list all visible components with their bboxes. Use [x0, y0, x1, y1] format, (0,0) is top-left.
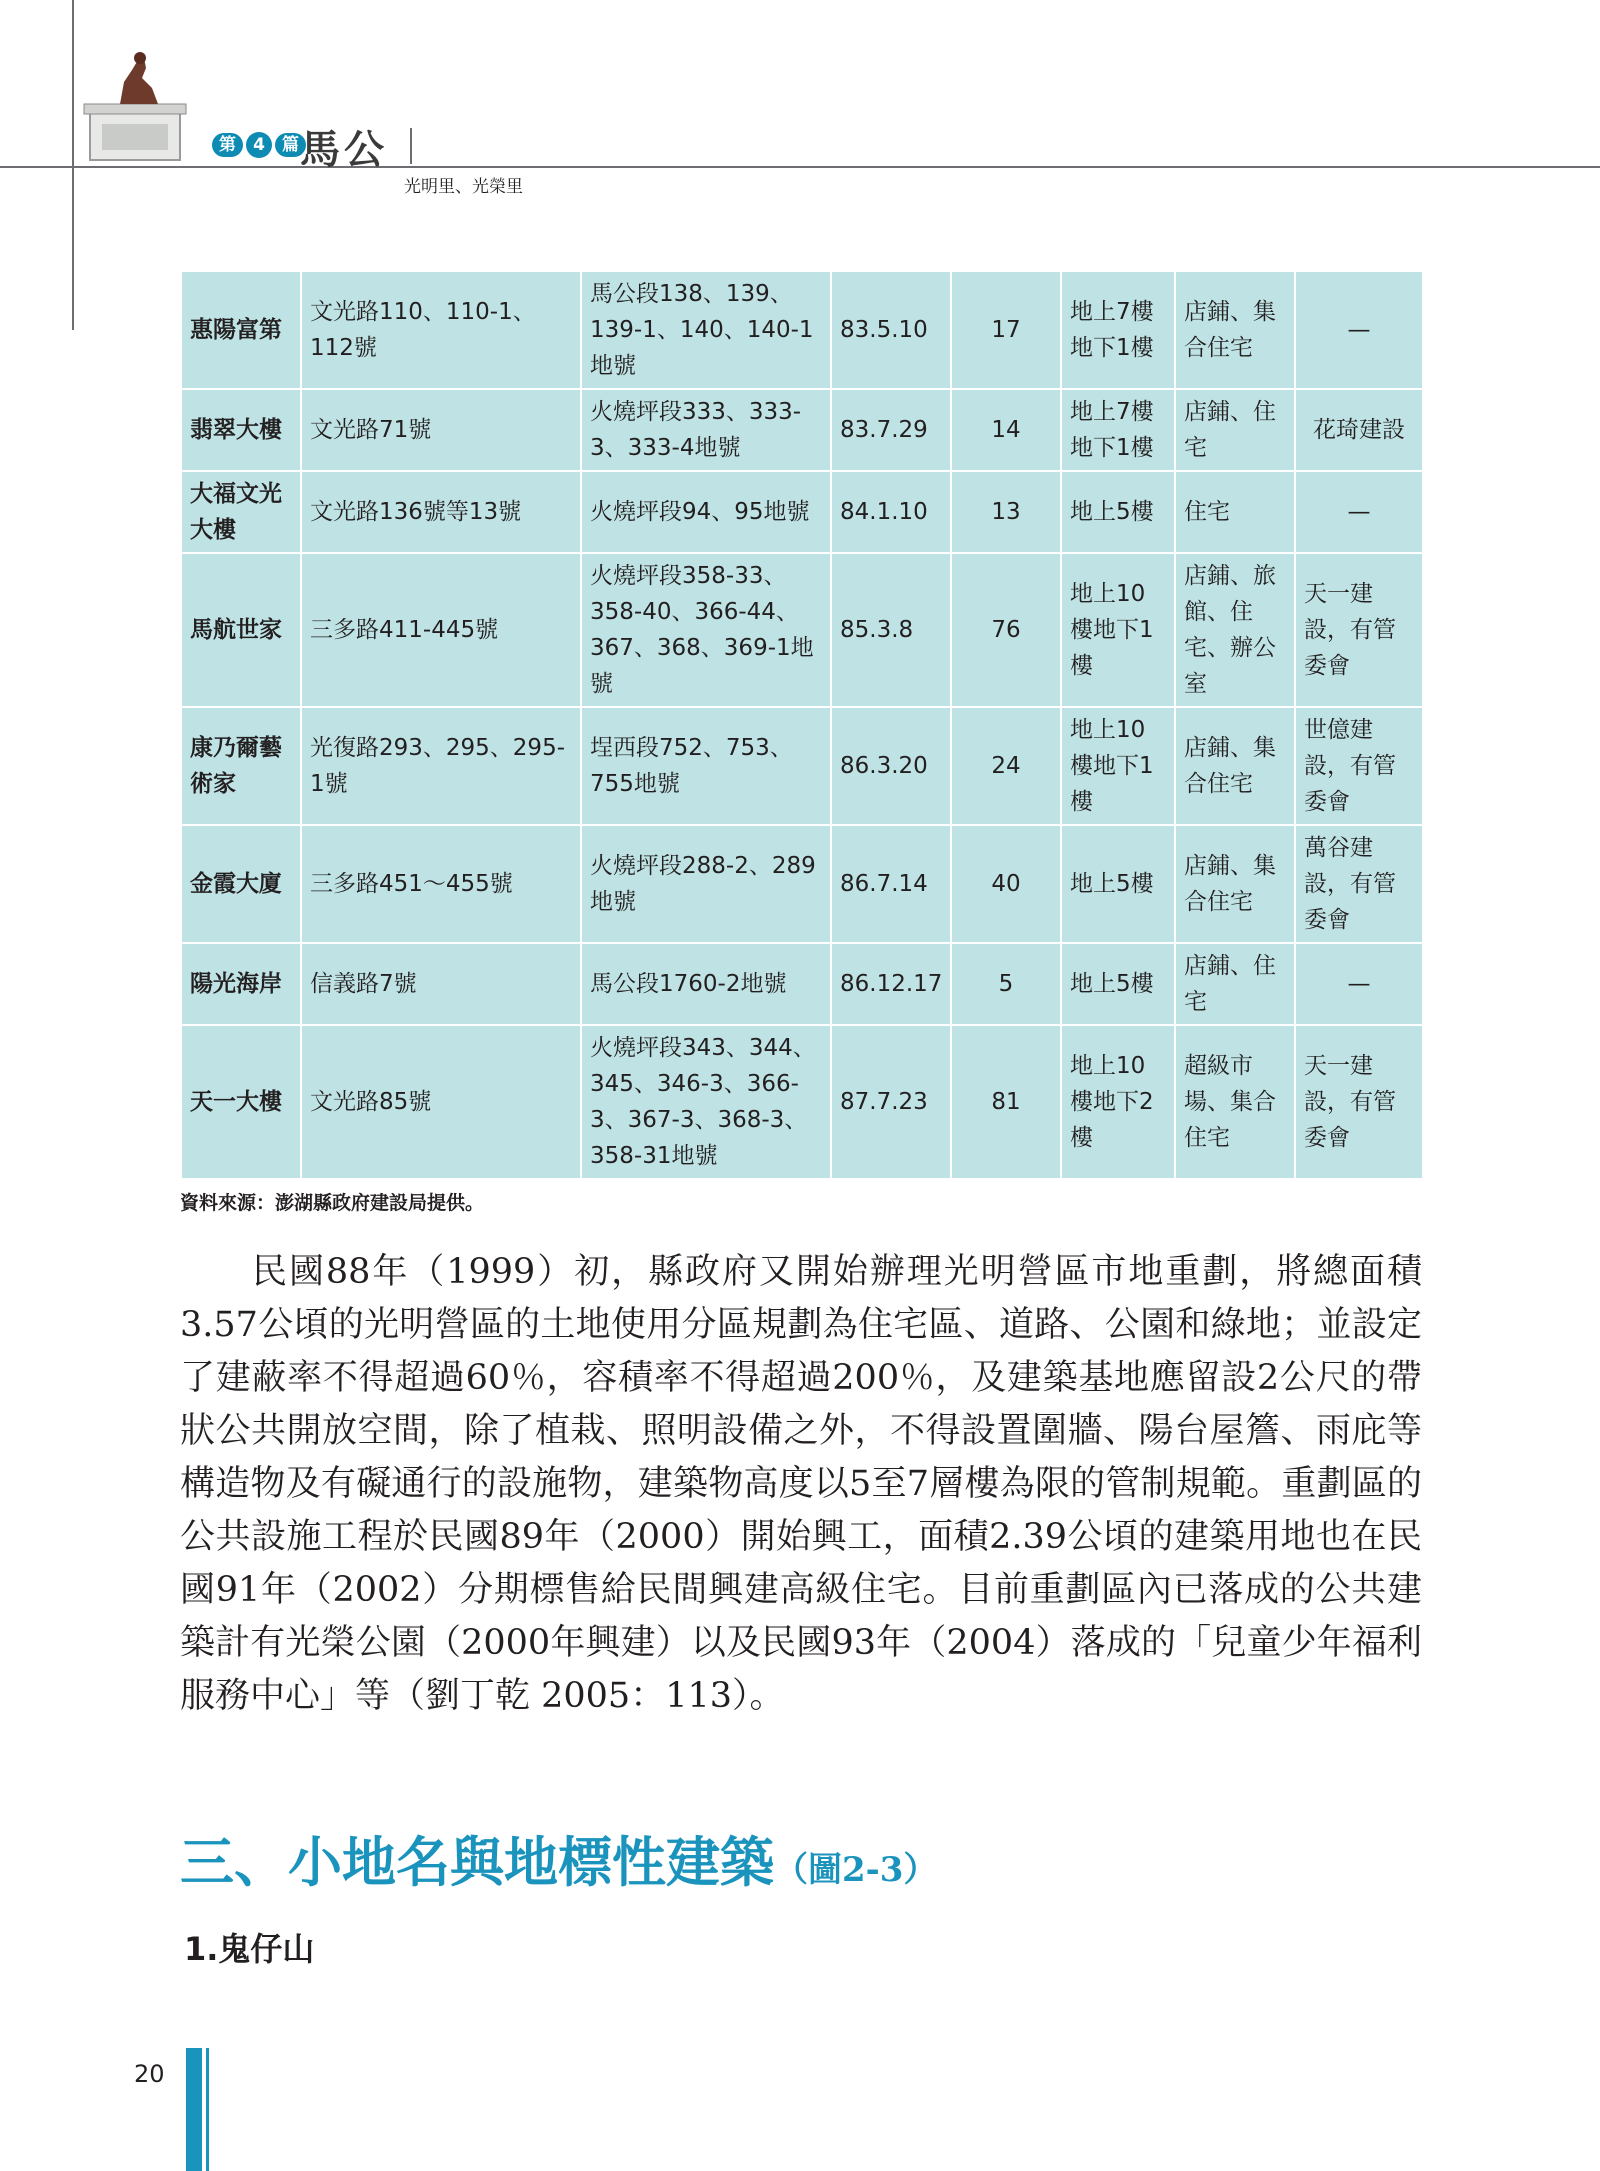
cell-floors: 地上5樓: [1061, 943, 1175, 1025]
cell-floors: 地上10樓地下1樓: [1061, 553, 1175, 707]
cell-use: 超級市場、集合住宅: [1175, 1025, 1295, 1179]
chapter-subtitle: 光明里、光榮里: [404, 177, 523, 197]
cell-date: 86.12.17: [831, 943, 951, 1025]
cell-address: 文光路71號: [301, 389, 581, 471]
cell-date: 85.3.8: [831, 553, 951, 707]
cell-floors: 地上7樓地下1樓: [1061, 389, 1175, 471]
header-title-divider: [410, 128, 412, 164]
cell-builder: 天一建設，有管委會: [1295, 1025, 1423, 1179]
cell-lot: 馬公段138、139、139-1、140、140-1地號: [581, 271, 831, 389]
cell-name: 天一大樓: [181, 1025, 301, 1179]
chapter-title: 馬公: [300, 126, 388, 173]
cell-address: 三多路411-445號: [301, 553, 581, 707]
cell-lot: 埕西段752、753、755地號: [581, 707, 831, 825]
cell-floors: 地上7樓地下1樓: [1061, 271, 1175, 389]
cell-builder: 天一建設，有管委會: [1295, 553, 1423, 707]
subsection-heading: 1.鬼仔山: [184, 1930, 315, 1968]
cell-units: 40: [951, 825, 1061, 943]
cell-address: 文光路110、110-1、112號: [301, 271, 581, 389]
table-row: [181, 825, 1423, 943]
body-paragraph: 民國88年（1999）初，縣政府又開始辦理光明營區市地重劃，將總面積3.57公頃的光明營區的土地使用分區規劃為住宅區、道路、公園和綠地；並設定了建蔽率不得超過60％，容積率不得超過200％，及建築基地應留設2公尺的帶狀公共開放空間，除了植栽、照明設備之外，不得設置圍牆、陽台屋簷、雨庇等構造物及有礙通行的設施物，建築物高度以5至7層樓為限的管制規範。重劃區的公共設施工程於民國89年（2000）開始興工，面積2.39公頃的建築用地也在民國91年（2002）分期標售給民間興建高級住宅。目前重劃區內已落成的公共建築計有光榮公園（2000年興建）以及民國93年（2004）落成的「兒童少年福利服務中心」等（劉丁乾 2005：113）。: [180, 1252, 1422, 1716]
cell-name: 金霞大廈: [181, 825, 301, 943]
footer-bar-line: [206, 2048, 209, 2171]
cell-use: 店鋪、集合住宅: [1175, 271, 1295, 389]
page-number: 20: [134, 2060, 165, 2088]
chapter-badge: [212, 132, 306, 158]
footer-bar: [186, 2048, 202, 2171]
cell-builder: 世億建設，有管委會: [1295, 707, 1423, 825]
cell-builder: —: [1295, 943, 1423, 1025]
section-title: 三、小地名與地標性建築: [180, 1830, 774, 1894]
cell-floors: 地上5樓: [1061, 471, 1175, 553]
cell-lot: 火燒坪段94、95地號: [581, 471, 831, 553]
cell-use: 住宅: [1175, 471, 1295, 553]
table-row: [181, 707, 1423, 825]
cell-units: 13: [951, 471, 1061, 553]
cell-address: 三多路451～455號: [301, 825, 581, 943]
cell-units: 14: [951, 389, 1061, 471]
table-row: [181, 943, 1423, 1025]
cell-address: 文光路85號: [301, 1025, 581, 1179]
cell-date: 83.7.29: [831, 389, 951, 471]
statue-icon: [80, 48, 190, 168]
cell-units: 76: [951, 553, 1061, 707]
cell-builder: 花琦建設: [1295, 389, 1423, 471]
cell-use: 店鋪、住宅: [1175, 943, 1295, 1025]
cell-date: 86.3.20: [831, 707, 951, 825]
section-figure-ref: （圖2-3）: [774, 1850, 938, 1890]
cell-builder: —: [1295, 471, 1423, 553]
chapter-number: 4: [246, 132, 272, 158]
cell-address: 光復路293、295、295-1號: [301, 707, 581, 825]
section-heading: [180, 1820, 937, 1897]
table-row: [181, 471, 1423, 553]
cell-name: 康乃爾藝術家: [181, 707, 301, 825]
cell-date: 87.7.23: [831, 1025, 951, 1179]
cell-use: 店鋪、集合住宅: [1175, 707, 1295, 825]
cell-floors: 地上10樓地下2樓: [1061, 1025, 1175, 1179]
cell-name: 大福文光大樓: [181, 471, 301, 553]
cell-units: 24: [951, 707, 1061, 825]
cell-lot: 火燒坪段288-2、289地號: [581, 825, 831, 943]
cell-name: 惠陽富第: [181, 271, 301, 389]
table-row: [181, 553, 1423, 707]
cell-use: 店鋪、集合住宅: [1175, 825, 1295, 943]
cell-date: 86.7.14: [831, 825, 951, 943]
header-vertical-rule: [72, 0, 74, 330]
buildings-table: [180, 270, 1424, 1180]
cell-name: 陽光海岸: [181, 943, 301, 1025]
cell-address: 信義路7號: [301, 943, 581, 1025]
cell-address: 文光路136號等13號: [301, 471, 581, 553]
cell-units: 17: [951, 271, 1061, 389]
cell-units: 5: [951, 943, 1061, 1025]
chapter-suffix: 篇: [275, 133, 306, 157]
cell-use: 店鋪、旅館、住宅、辦公室: [1175, 553, 1295, 707]
cell-name: 翡翠大樓: [181, 389, 301, 471]
table-row: [181, 271, 1423, 389]
cell-name: 馬航世家: [181, 553, 301, 707]
table-source-note: 資料來源：澎湖縣政府建設局提供。: [180, 1192, 485, 1214]
cell-date: 83.5.10: [831, 271, 951, 389]
cell-date: 84.1.10: [831, 471, 951, 553]
cell-use: 店鋪、住宅: [1175, 389, 1295, 471]
table-row: [181, 1025, 1423, 1179]
cell-builder: 萬谷建設，有管委會: [1295, 825, 1423, 943]
cell-builder: —: [1295, 271, 1423, 389]
chapter-prefix: 第: [212, 133, 243, 157]
cell-lot: 火燒坪段333、333-3、333-4地號: [581, 389, 831, 471]
cell-lot: 馬公段1760-2地號: [581, 943, 831, 1025]
cell-units: 81: [951, 1025, 1061, 1179]
header-horizontal-rule: [0, 166, 1600, 168]
table-row: [181, 389, 1423, 471]
cell-lot: 火燒坪段358-33、358-40、366-44、367、368、369-1地號: [581, 553, 831, 707]
cell-lot: 火燒坪段343、344、345、346-3、366-3、367-3、368-3、358-31地號: [581, 1025, 831, 1179]
cell-floors: 地上5樓: [1061, 825, 1175, 943]
cell-floors: 地上10樓地下1樓: [1061, 707, 1175, 825]
